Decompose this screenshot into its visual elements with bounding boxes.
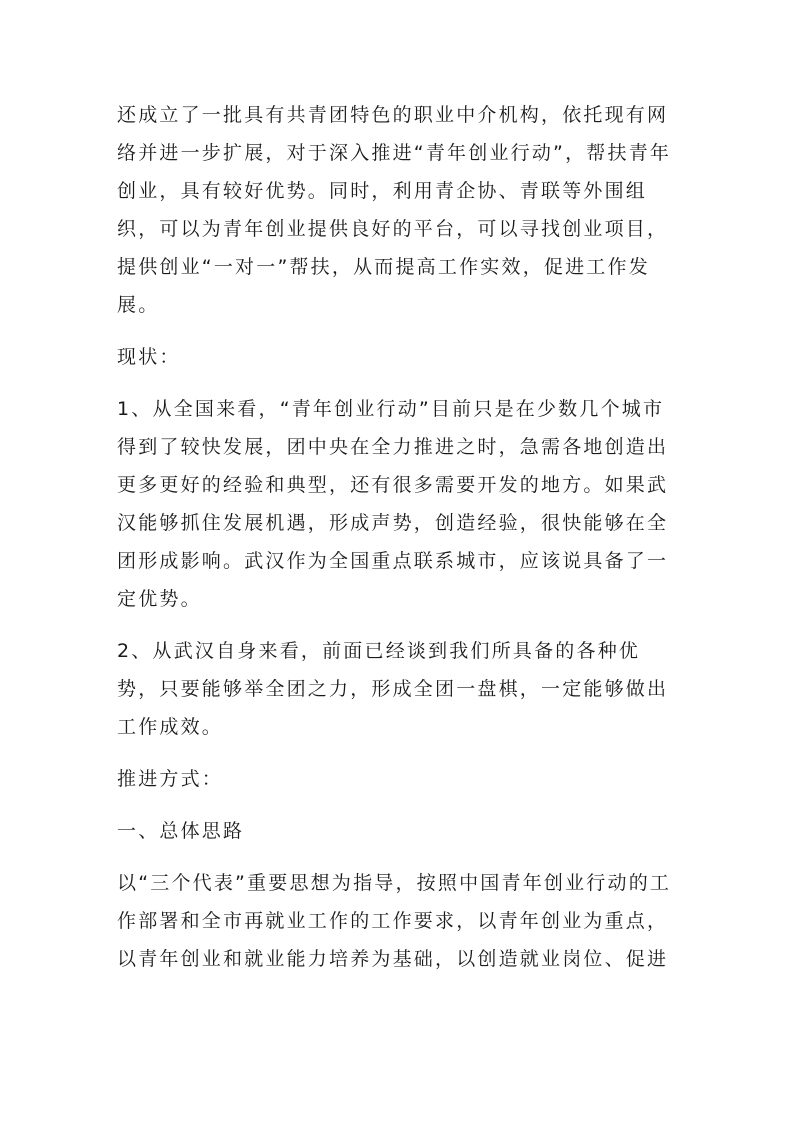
document-body — [117, 96, 677, 992]
heading-status: 现状： — [117, 346, 181, 368]
heading-overall-thinking: 一、总体思路 — [117, 820, 245, 842]
paragraph-status-1: 1、从全国来看，“青年创业行动”目前只是在少数几个城市得到了较快发展，团中央在全力推进之时，急需各地创造出更多更好的经验和典型，还有很多需要开发的地方。如果武汉能够抓住发展机遇，形成声势，创造经验，很快能够在全团形成影响。武汉作为全国重点联系城市，应该说具备了一定优势。 — [117, 398, 669, 610]
heading-approach: 推进方式： — [117, 768, 224, 790]
paragraph-overall-thinking: 以“三个代表”重要思想为指导，按照中国青年创业行动的工作部署和全市再就业工作的工作要求，以青年创业为重点，以青年创业和就业能力培养为基础，以创造就业岗位、促进 — [117, 872, 672, 970]
paragraph-intro: 还成立了一批具有共青团特色的职业中介机构，依托现有网络并进一步扩展，对于深入推进“青年创业行动”，帮扶青年创业，具有较好优势。同时，利用青企协、青联等外围组织，可以为青年创业提供良好的平台，可以寻找创业项目，提供创业“一对一”帮扶，从而提高工作实效，促进工作发展。 — [117, 104, 672, 316]
paragraph-status-2: 2、从武汉自身来看，前面已经谈到我们所具备的各种优势，只要能够举全团之力，形成全团一盘棋，一定能够做出工作成效。 — [117, 640, 669, 738]
